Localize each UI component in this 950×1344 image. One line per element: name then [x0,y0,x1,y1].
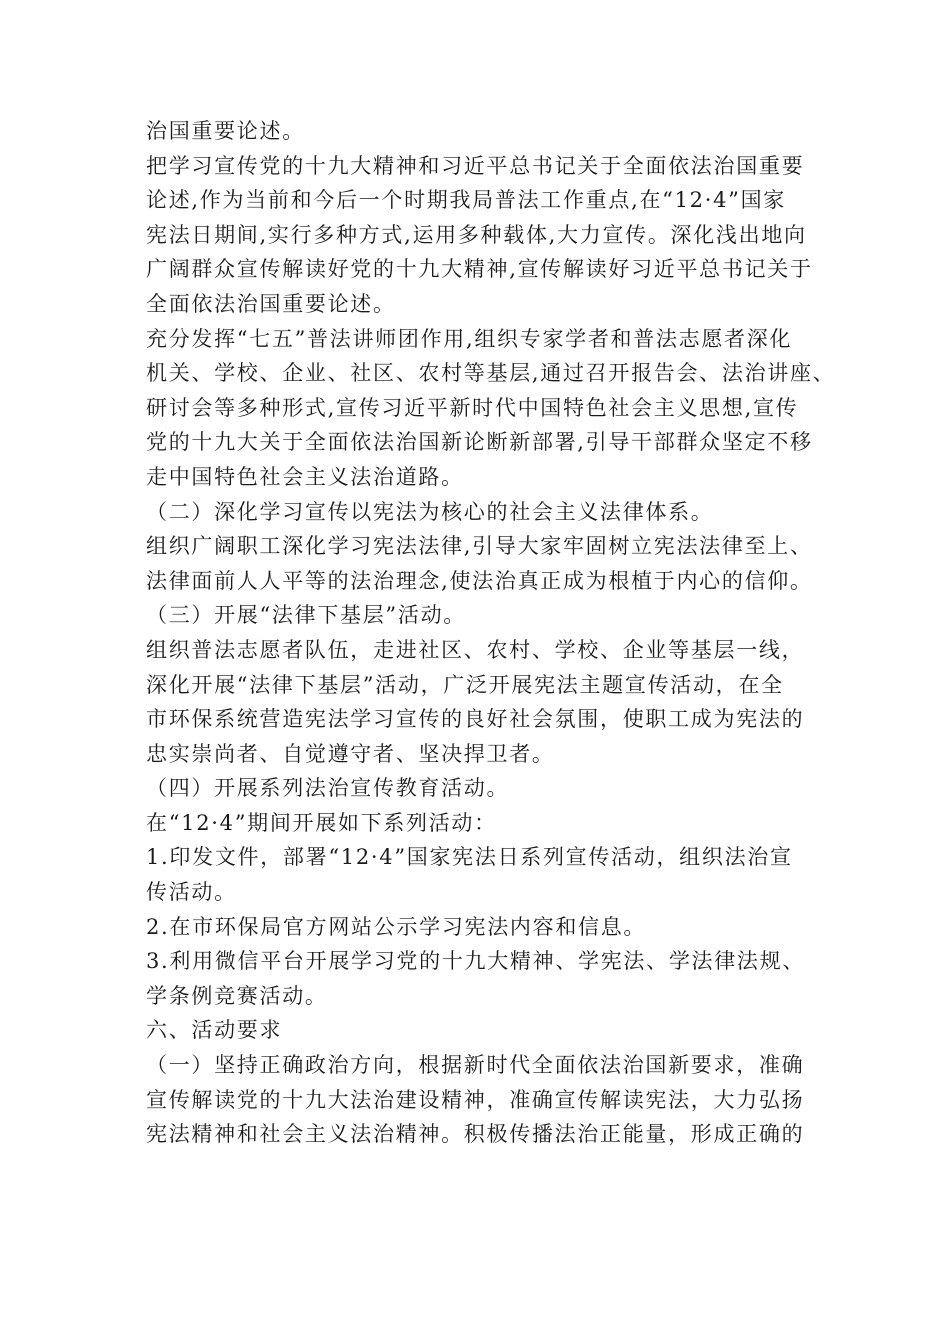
text-line: 宣传解读党的十九大法治建设精神，准确宣传解读宪法，大力弘扬 [146,1087,805,1112]
text-line: 充分发挥“七五”普法讲师团作用,组织专家学者和普法志愿者深化 [146,326,793,351]
list-item: 1.印发文件，部署“12·4”国家宪法日系列宣传活动，组织法治宣 [146,845,793,870]
section-heading: （一）坚持正确政治方向，根据新时代全面依法治国新要求，准确 [146,1053,805,1078]
section-heading: （二）深化学习宣传以宪法为核心的社会主义法律体系。 [146,499,714,524]
text-line: 党的十九大关于全面依法治国新论断新部署,引导干部群众坚定不移 [146,430,813,455]
text-line: 学条例竞赛活动。 [146,983,328,1008]
text-line: 宪法日期间,实行多种方式,运用多种载体,大力宣传。深化浅出地向 [146,222,807,247]
section-heading: （三）开展“法律下基层”活动。 [146,603,466,628]
list-item: 3.利用微信平台开展学习党的十九大精神、学宪法、学法律法规、 [146,949,806,974]
text-line: 研讨会等多种形式,宣传习近平新时代中国特色社会主义思想,宣传 [146,395,799,420]
text-line: 传活动。 [146,880,237,905]
text-line: 宪法精神和社会主义法治精神。积极传播法治正能量，形成正确的 [146,1122,805,1147]
text-line: 组织普法志愿者队伍，走进社区、农村、学校、企业等基层一线， [146,637,805,662]
text-line: 组织广阔职工深化学习宪法法律,引导大家牢固树立宪法法律至上、 [146,534,813,559]
text-line: 把学习宣传党的十九大精神和习近平总书记关于全面依法治国重要 [146,153,805,178]
text-line: 在“12·4”期间开展如下系列活动： [146,810,497,835]
list-item: 2.在市环保局官方网站公示学习宪法内容和信息。 [146,914,647,939]
text-line: 深化开展“法律下基层”活动，广泛开展宪法主题宣传活动，在全 [146,672,784,697]
text-line: 忠实崇尚者、自觉遵守者、坚决捍卫者。 [146,741,555,766]
text-line: 市环保系统营造宪法学习宣传的良好社会氛围，使职工成为宪法的 [146,707,805,732]
text-line: 治国重要论述。 [146,119,305,143]
text-line: 机关、学校、企业、社区、农村等基层,通过召开报告会、法治讲座、 [146,361,836,386]
text-line: 法律面前人人平等的法治理念,使法治真正成为根植于内心的信仰。 [146,568,813,593]
section-heading: 六、活动要求 [146,1018,283,1043]
text-line: 走中国特色社会主义法治道路。 [146,464,464,489]
section-heading: （四）开展系列法治宣传教育活动。 [146,776,510,801]
text-line: 全面依法治国重要论述。 [146,291,396,316]
text-line: 论述,作为当前和今后一个时期我局普法工作重点,在“12·4”国家 [146,188,786,213]
document-body [146,114,836,1152]
text-line: 广阔群众宣传解读好党的十九大精神,宣传解读好习近平总书记关于 [146,257,813,282]
